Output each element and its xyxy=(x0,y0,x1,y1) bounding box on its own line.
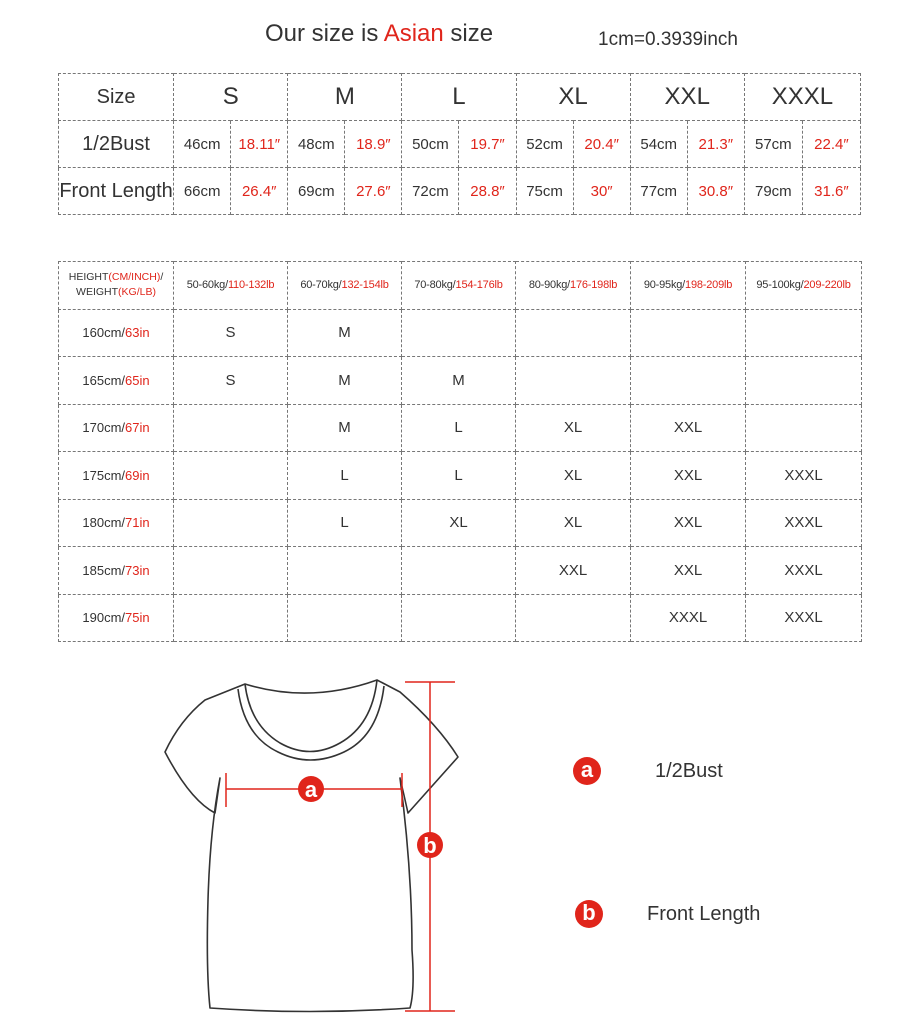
height-cm: 160cm/ xyxy=(82,325,126,341)
legend-b-label: Front Length xyxy=(647,903,761,925)
front-length-row-label: Front Length xyxy=(59,168,174,215)
recommended-size-cell: L xyxy=(288,499,402,547)
weight-lb: 198-209lb xyxy=(685,279,733,292)
length-cm-cell: 69cm xyxy=(288,168,345,215)
table-row xyxy=(59,547,862,595)
hw-header-row xyxy=(59,262,862,310)
legend-b-badge: b xyxy=(575,900,603,928)
table-row xyxy=(59,357,862,405)
recommended-size-cell: XXXL xyxy=(746,594,862,642)
height-weight-header xyxy=(59,262,174,310)
height-inch: 67in xyxy=(125,420,150,436)
length-inch-cell: 28.8″ xyxy=(459,168,516,215)
weight-column-header xyxy=(746,262,862,310)
weight-column-header xyxy=(631,262,746,310)
bust-cm-cell: 50cm xyxy=(402,121,459,168)
bust-inch-cell: 20.4″ xyxy=(573,121,630,168)
recommended-size-cell xyxy=(516,594,631,642)
height-inch: 65in xyxy=(125,372,150,388)
height-cell xyxy=(59,404,174,452)
tshirt-outline-icon xyxy=(165,680,458,1012)
weight-kg: 60-70kg/ xyxy=(300,279,342,292)
recommended-size-cell: XXXL xyxy=(746,452,862,500)
length-cm-cell: 72cm xyxy=(402,168,459,215)
height-cell xyxy=(59,357,174,405)
recommended-size-cell: XXL xyxy=(631,452,746,500)
table-row xyxy=(59,594,862,642)
height-cm: 170cm/ xyxy=(82,420,126,436)
weight-lb: 132-154lb xyxy=(341,279,389,292)
recommended-size-cell: S xyxy=(174,309,288,357)
height-inch: 73in xyxy=(125,562,150,578)
height-cm: 175cm/ xyxy=(82,467,126,483)
weight-kg: 90-95kg/ xyxy=(643,279,686,292)
height-unit: (CM/INCH) xyxy=(108,271,161,284)
height-cell xyxy=(59,594,174,642)
table-row xyxy=(59,499,862,547)
recommended-size-cell xyxy=(402,547,516,595)
recommended-size-cell xyxy=(174,594,288,642)
height-weight-table xyxy=(58,261,862,642)
weight-kg: 80-90kg/ xyxy=(528,279,571,292)
length-inch-cell: 27.6″ xyxy=(345,168,402,215)
height-cm: 185cm/ xyxy=(82,562,126,578)
bust-inch-cell: 18.9″ xyxy=(345,121,402,168)
recommended-size-cell: L xyxy=(402,452,516,500)
height-cm: 180cm/ xyxy=(82,515,126,531)
recommended-size-cell: M xyxy=(402,357,516,405)
weight-column-header xyxy=(288,262,402,310)
length-cm-cell: 75cm xyxy=(516,168,573,215)
marker-a-text: a xyxy=(304,777,318,802)
marker-a-badge xyxy=(298,776,324,802)
weight-column-header xyxy=(516,262,631,310)
recommended-size-cell xyxy=(288,547,402,595)
height-cell xyxy=(59,499,174,547)
length-inch-cell: 30.8″ xyxy=(687,168,744,215)
size-m-header: M xyxy=(288,74,402,121)
page-title xyxy=(265,20,493,48)
bust-cm-cell: 54cm xyxy=(630,121,687,168)
weight-unit: (KG/LB) xyxy=(118,286,156,299)
weight-kg: 50-60kg/ xyxy=(186,279,228,292)
weight-kg: 95-100kg/ xyxy=(756,279,804,292)
weight-column-header xyxy=(174,262,288,310)
length-cm-cell: 79cm xyxy=(744,168,802,215)
weight-lb: 209-220lb xyxy=(803,279,851,292)
recommended-size-cell xyxy=(288,594,402,642)
weight-label: WEIGHT xyxy=(76,286,119,299)
bust-cm-cell: 52cm xyxy=(516,121,573,168)
title-highlight: Asian xyxy=(383,20,444,47)
unit-conversion-note: 1cm=0.3939inch xyxy=(598,29,738,50)
length-cm-cell: 77cm xyxy=(630,168,687,215)
recommended-size-cell: L xyxy=(402,404,516,452)
height-inch: 63in xyxy=(125,325,150,341)
recommended-size-cell: XXL xyxy=(516,547,631,595)
recommended-size-cell: L xyxy=(288,452,402,500)
recommended-size-cell: S xyxy=(174,357,288,405)
legend-a-badge: a xyxy=(573,757,601,785)
recommended-size-cell xyxy=(402,309,516,357)
height-cell xyxy=(59,309,174,357)
recommended-size-cell: XXXL xyxy=(631,594,746,642)
title-prefix: Our size is xyxy=(265,20,384,47)
bust-inch-cell: 22.4″ xyxy=(802,121,860,168)
recommended-size-cell xyxy=(174,452,288,500)
height-cm: 165cm/ xyxy=(82,372,126,388)
size-xl-header: XL xyxy=(516,74,630,121)
height-cell xyxy=(59,547,174,595)
weight-lb: 110-132lb xyxy=(227,279,275,292)
recommended-size-cell xyxy=(174,404,288,452)
height-inch: 75in xyxy=(125,610,150,626)
length-cm-cell: 66cm xyxy=(174,168,231,215)
weight-lb: 154-176lb xyxy=(455,279,503,292)
height-label: HEIGHT xyxy=(68,271,109,284)
recommended-size-cell: XXL xyxy=(631,547,746,595)
bust-inch-cell: 18.11″ xyxy=(231,121,288,168)
recommended-size-cell: XL xyxy=(516,404,631,452)
height-inch: 69in xyxy=(125,467,150,483)
size-label-cell: Size xyxy=(59,74,174,121)
recommended-size-cell: M xyxy=(288,404,402,452)
recommended-size-cell xyxy=(631,357,746,405)
weight-kg: 70-80kg/ xyxy=(414,279,456,292)
recommended-size-cell: XL xyxy=(402,499,516,547)
header-separator: / xyxy=(160,271,164,284)
weight-column-header xyxy=(402,262,516,310)
size-s-header: S xyxy=(174,74,288,121)
table-row xyxy=(59,404,862,452)
weight-lb: 176-198lb xyxy=(570,279,618,292)
height-inch: 71in xyxy=(125,515,150,531)
bust-cm-cell: 46cm xyxy=(174,121,231,168)
recommended-size-cell xyxy=(746,309,862,357)
table-row xyxy=(59,452,862,500)
recommended-size-cell xyxy=(174,499,288,547)
recommended-size-cell: M xyxy=(288,309,402,357)
front-length-row xyxy=(59,168,861,215)
recommended-size-cell: XXXL xyxy=(746,547,862,595)
bust-cm-cell: 57cm xyxy=(744,121,802,168)
recommended-size-cell xyxy=(631,309,746,357)
marker-b-badge xyxy=(417,832,443,858)
recommended-size-cell: XXXL xyxy=(746,499,862,547)
height-cm: 190cm/ xyxy=(82,610,126,626)
size-l-header: L xyxy=(402,74,516,121)
table-row xyxy=(59,309,862,357)
bust-cm-cell: 48cm xyxy=(288,121,345,168)
recommended-size-cell xyxy=(746,404,862,452)
recommended-size-cell xyxy=(516,309,631,357)
recommended-size-cell xyxy=(746,357,862,405)
height-cell xyxy=(59,452,174,500)
size-chart-table xyxy=(58,73,861,215)
bust-inch-cell: 19.7″ xyxy=(459,121,516,168)
tshirt-diagram xyxy=(150,670,470,1018)
title-suffix: size xyxy=(443,20,494,47)
size-header-row xyxy=(59,74,861,121)
bust-inch-cell: 21.3″ xyxy=(687,121,744,168)
recommended-size-cell: XXL xyxy=(631,404,746,452)
length-inch-cell: 26.4″ xyxy=(231,168,288,215)
recommended-size-cell: XXL xyxy=(631,499,746,547)
bust-row-label: 1/2Bust xyxy=(59,121,174,168)
recommended-size-cell: XL xyxy=(516,452,631,500)
marker-b-text: b xyxy=(423,833,437,858)
legend-a-label: 1/2Bust xyxy=(655,760,723,782)
recommended-size-cell xyxy=(174,547,288,595)
recommended-size-cell xyxy=(402,594,516,642)
length-inch-cell: 31.6″ xyxy=(802,168,860,215)
recommended-size-cell xyxy=(516,357,631,405)
recommended-size-cell: XL xyxy=(516,499,631,547)
size-xxxl-header: XXXL xyxy=(744,74,860,121)
bust-row xyxy=(59,121,861,168)
size-xxl-header: XXL xyxy=(630,74,744,121)
recommended-size-cell: M xyxy=(288,357,402,405)
length-inch-cell: 30″ xyxy=(573,168,630,215)
